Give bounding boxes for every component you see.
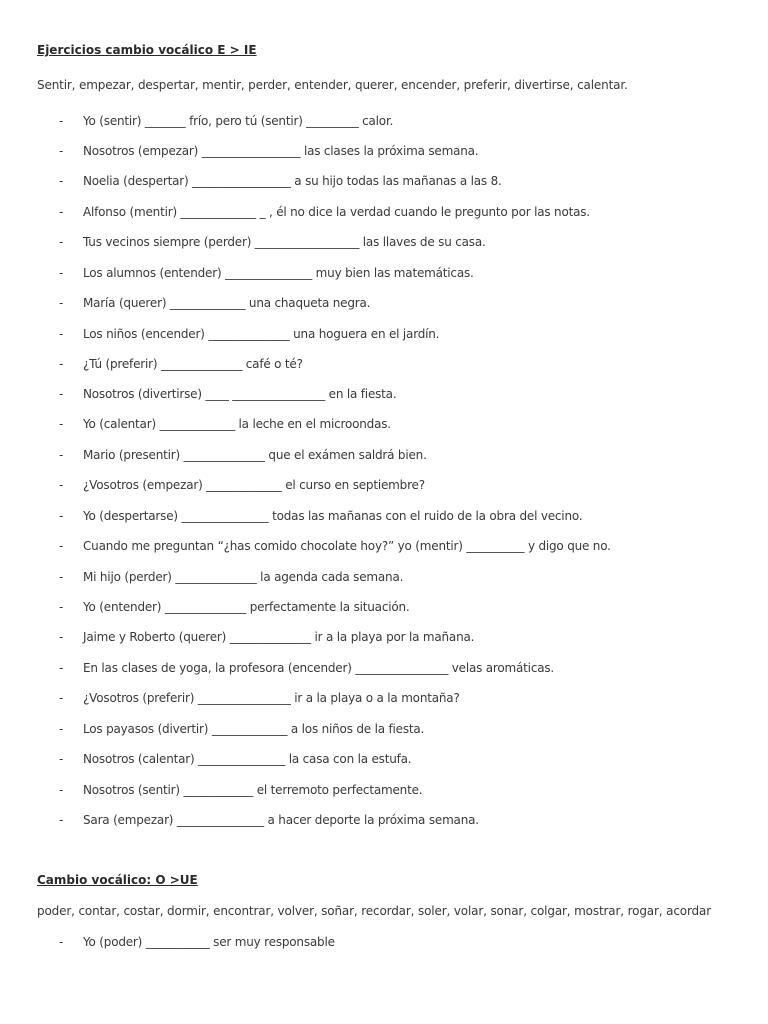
section-title-e-ie: Ejercicios cambio vocálico E > IE bbox=[37, 43, 257, 57]
exercise-text: Yo (poder) ___________ ser muy responsable bbox=[83, 935, 335, 949]
exercise-text: Sara (empezar) _______________ a hacer deporte la próxima semana. bbox=[83, 813, 479, 827]
exercise-text: Yo (calentar) _____________ la leche en el microondas. bbox=[83, 417, 391, 431]
list-dash: - bbox=[59, 691, 64, 705]
list-dash: - bbox=[59, 630, 64, 644]
list-dash: - bbox=[59, 752, 64, 766]
section-title-o-ue: Cambio vocálico: O >UE bbox=[37, 873, 198, 887]
list-dash: - bbox=[59, 205, 64, 219]
exercise-text: Yo (sentir) _______ frío, pero tú (sentir) _________ calor. bbox=[83, 114, 394, 128]
list-dash: - bbox=[59, 448, 64, 462]
list-dash: - bbox=[59, 235, 64, 249]
exercise-text: ¿Vosotros (preferir) ________________ ir a la playa o a la montaña? bbox=[83, 691, 460, 705]
exercise-text: Nosotros (sentir) ____________ el terremoto perfectamente. bbox=[83, 783, 423, 797]
verb-list-e-ie: Sentir, empezar, despertar, mentir, perder, entender, querer, encender, preferir, divertirse, calentar. bbox=[37, 78, 628, 92]
verb-list-o-ue: poder, contar, costar, dormir, encontrar, volver, soñar, recordar, soler, volar, sonar, colgar, mostrar, rogar, acordar bbox=[37, 904, 711, 918]
list-dash: - bbox=[59, 357, 64, 371]
exercise-text: Mi hijo (perder) ______________ la agenda cada semana. bbox=[83, 570, 404, 584]
exercise-text: Cuando me preguntan “¿has comido chocolate hoy?” yo (mentir) __________ y digo que no. bbox=[83, 539, 611, 553]
exercise-text: Yo (entender) ______________ perfectamente la situación. bbox=[83, 600, 410, 614]
exercise-text: Alfonso (mentir) _____________ _ , él no dice la verdad cuando le pregunto por las notas. bbox=[83, 205, 590, 219]
exercise-text: ¿Vosotros (empezar) _____________ el curso en septiembre? bbox=[83, 478, 425, 492]
list-dash: - bbox=[59, 296, 64, 310]
list-dash: - bbox=[59, 783, 64, 797]
exercise-text: Noelia (despertar) _________________ a su hijo todas las mañanas a las 8. bbox=[83, 174, 502, 188]
exercise-text: Tus vecinos siempre (perder) __________________ las llaves de su casa. bbox=[83, 235, 486, 249]
list-dash: - bbox=[59, 478, 64, 492]
exercise-text: Jaime y Roberto (querer) ______________ ir a la playa por la mañana. bbox=[83, 630, 475, 644]
list-dash: - bbox=[59, 570, 64, 584]
list-dash: - bbox=[59, 813, 64, 827]
exercise-text: En las clases de yoga, la profesora (encender) ________________ velas aromáticas. bbox=[83, 661, 555, 675]
list-dash: - bbox=[59, 417, 64, 431]
exercise-text: ¿Tú (preferir) ______________ café o té? bbox=[83, 357, 303, 371]
exercise-text: Nosotros (calentar) _______________ la casa con la estufa. bbox=[83, 752, 412, 766]
list-dash: - bbox=[59, 266, 64, 280]
list-dash: - bbox=[59, 509, 64, 523]
list-dash: - bbox=[59, 144, 64, 158]
list-dash: - bbox=[59, 114, 64, 128]
exercise-text: Nosotros (empezar) _________________ las clases la próxima semana. bbox=[83, 144, 479, 158]
exercise-text: Los alumnos (entender) _______________ muy bien las matemáticas. bbox=[83, 266, 474, 280]
list-dash: - bbox=[59, 935, 64, 949]
exercise-text: María (querer) _____________ una chaqueta negra. bbox=[83, 296, 371, 310]
exercise-text: Nosotros (divertirse) ____ ________________ en la fiesta. bbox=[83, 387, 397, 401]
exercise-text: Los payasos (divertir) _____________ a los niños de la fiesta. bbox=[83, 722, 425, 736]
list-dash: - bbox=[59, 661, 64, 675]
exercise-text: Yo (despertarse) _______________ todas las mañanas con el ruido de la obra del vecino. bbox=[83, 509, 583, 523]
list-dash: - bbox=[59, 722, 64, 736]
exercise-text: Los niños (encender) ______________ una hoguera en el jardín. bbox=[83, 327, 440, 341]
list-dash: - bbox=[59, 174, 64, 188]
list-dash: - bbox=[59, 327, 64, 341]
list-dash: - bbox=[59, 387, 64, 401]
list-dash: - bbox=[59, 600, 64, 614]
exercise-text: Mario (presentir) ______________ que el exámen saldrá bien. bbox=[83, 448, 427, 462]
list-dash: - bbox=[59, 539, 64, 553]
